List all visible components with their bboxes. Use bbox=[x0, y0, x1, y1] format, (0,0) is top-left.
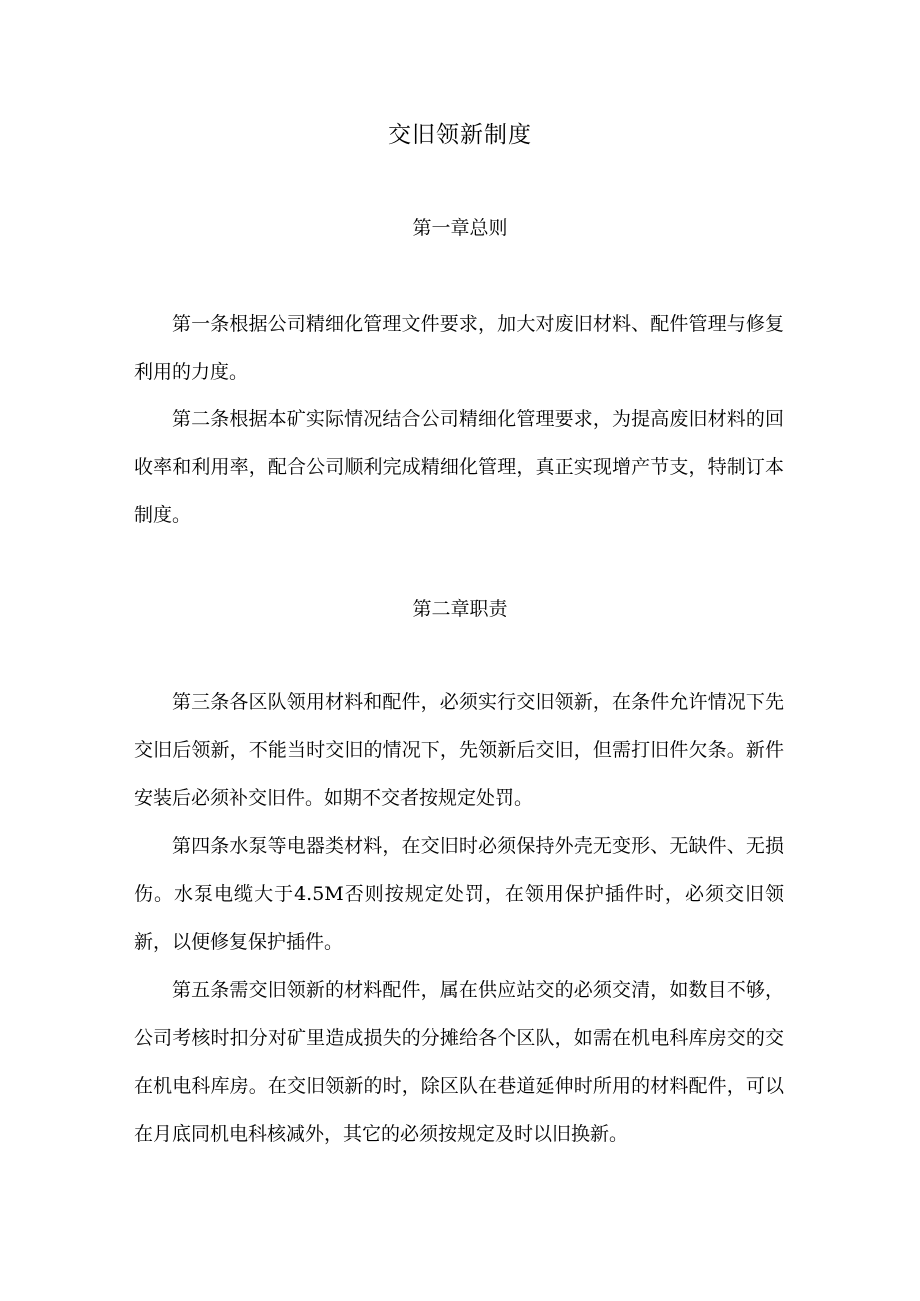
article-4: 第四条水泵等电器类材料，在交旧时必须保持外壳无变形、无缺件、无损伤。水泵电缆大于4.5M否则按规定处罚，在领用保护插件时，必须交旧领新，以便修复保护插件。 bbox=[134, 835, 784, 953]
article-2: 第二条根据本矿实际情况结合公司精细化管理要求，为提高废旧材料的回收率和利用率，配合公司顺利完成精细化管理，真正实现增产节支，特制订本制度。 bbox=[134, 408, 784, 526]
article-5: 第五条需交旧领新的材料配件，属在供应站交的必须交清，如数目不够，公司考核时扣分对矿里造成损失的分摊给各个区队，如需在机电科库房交的交在机电科库房。在交旧领新的时，除区队在巷道延伸时所用的材料配件，可以在月底同机电科核减外，其它的必须按规定及时以旧换新。 bbox=[134, 979, 784, 1145]
document-title: 交旧领新制度 bbox=[388, 122, 532, 148]
chapter-heading-duties: 第二章职责 bbox=[412, 598, 508, 620]
article-1: 第一条根据公司精细化管理文件要求，加大对废旧材料、配件管理与修复利用的力度。 bbox=[134, 313, 784, 383]
chapter-heading-general: 第一章总则 bbox=[412, 217, 508, 239]
article-3: 第三条各区队领用材料和配件，必须实行交旧领新，在条件允许情况下先交旧后领新，不能当时交旧的情况下，先领新后交旧，但需打旧件欠条。新件安装后必须补交旧件。如期不交者按规定处罚。 bbox=[134, 691, 784, 809]
